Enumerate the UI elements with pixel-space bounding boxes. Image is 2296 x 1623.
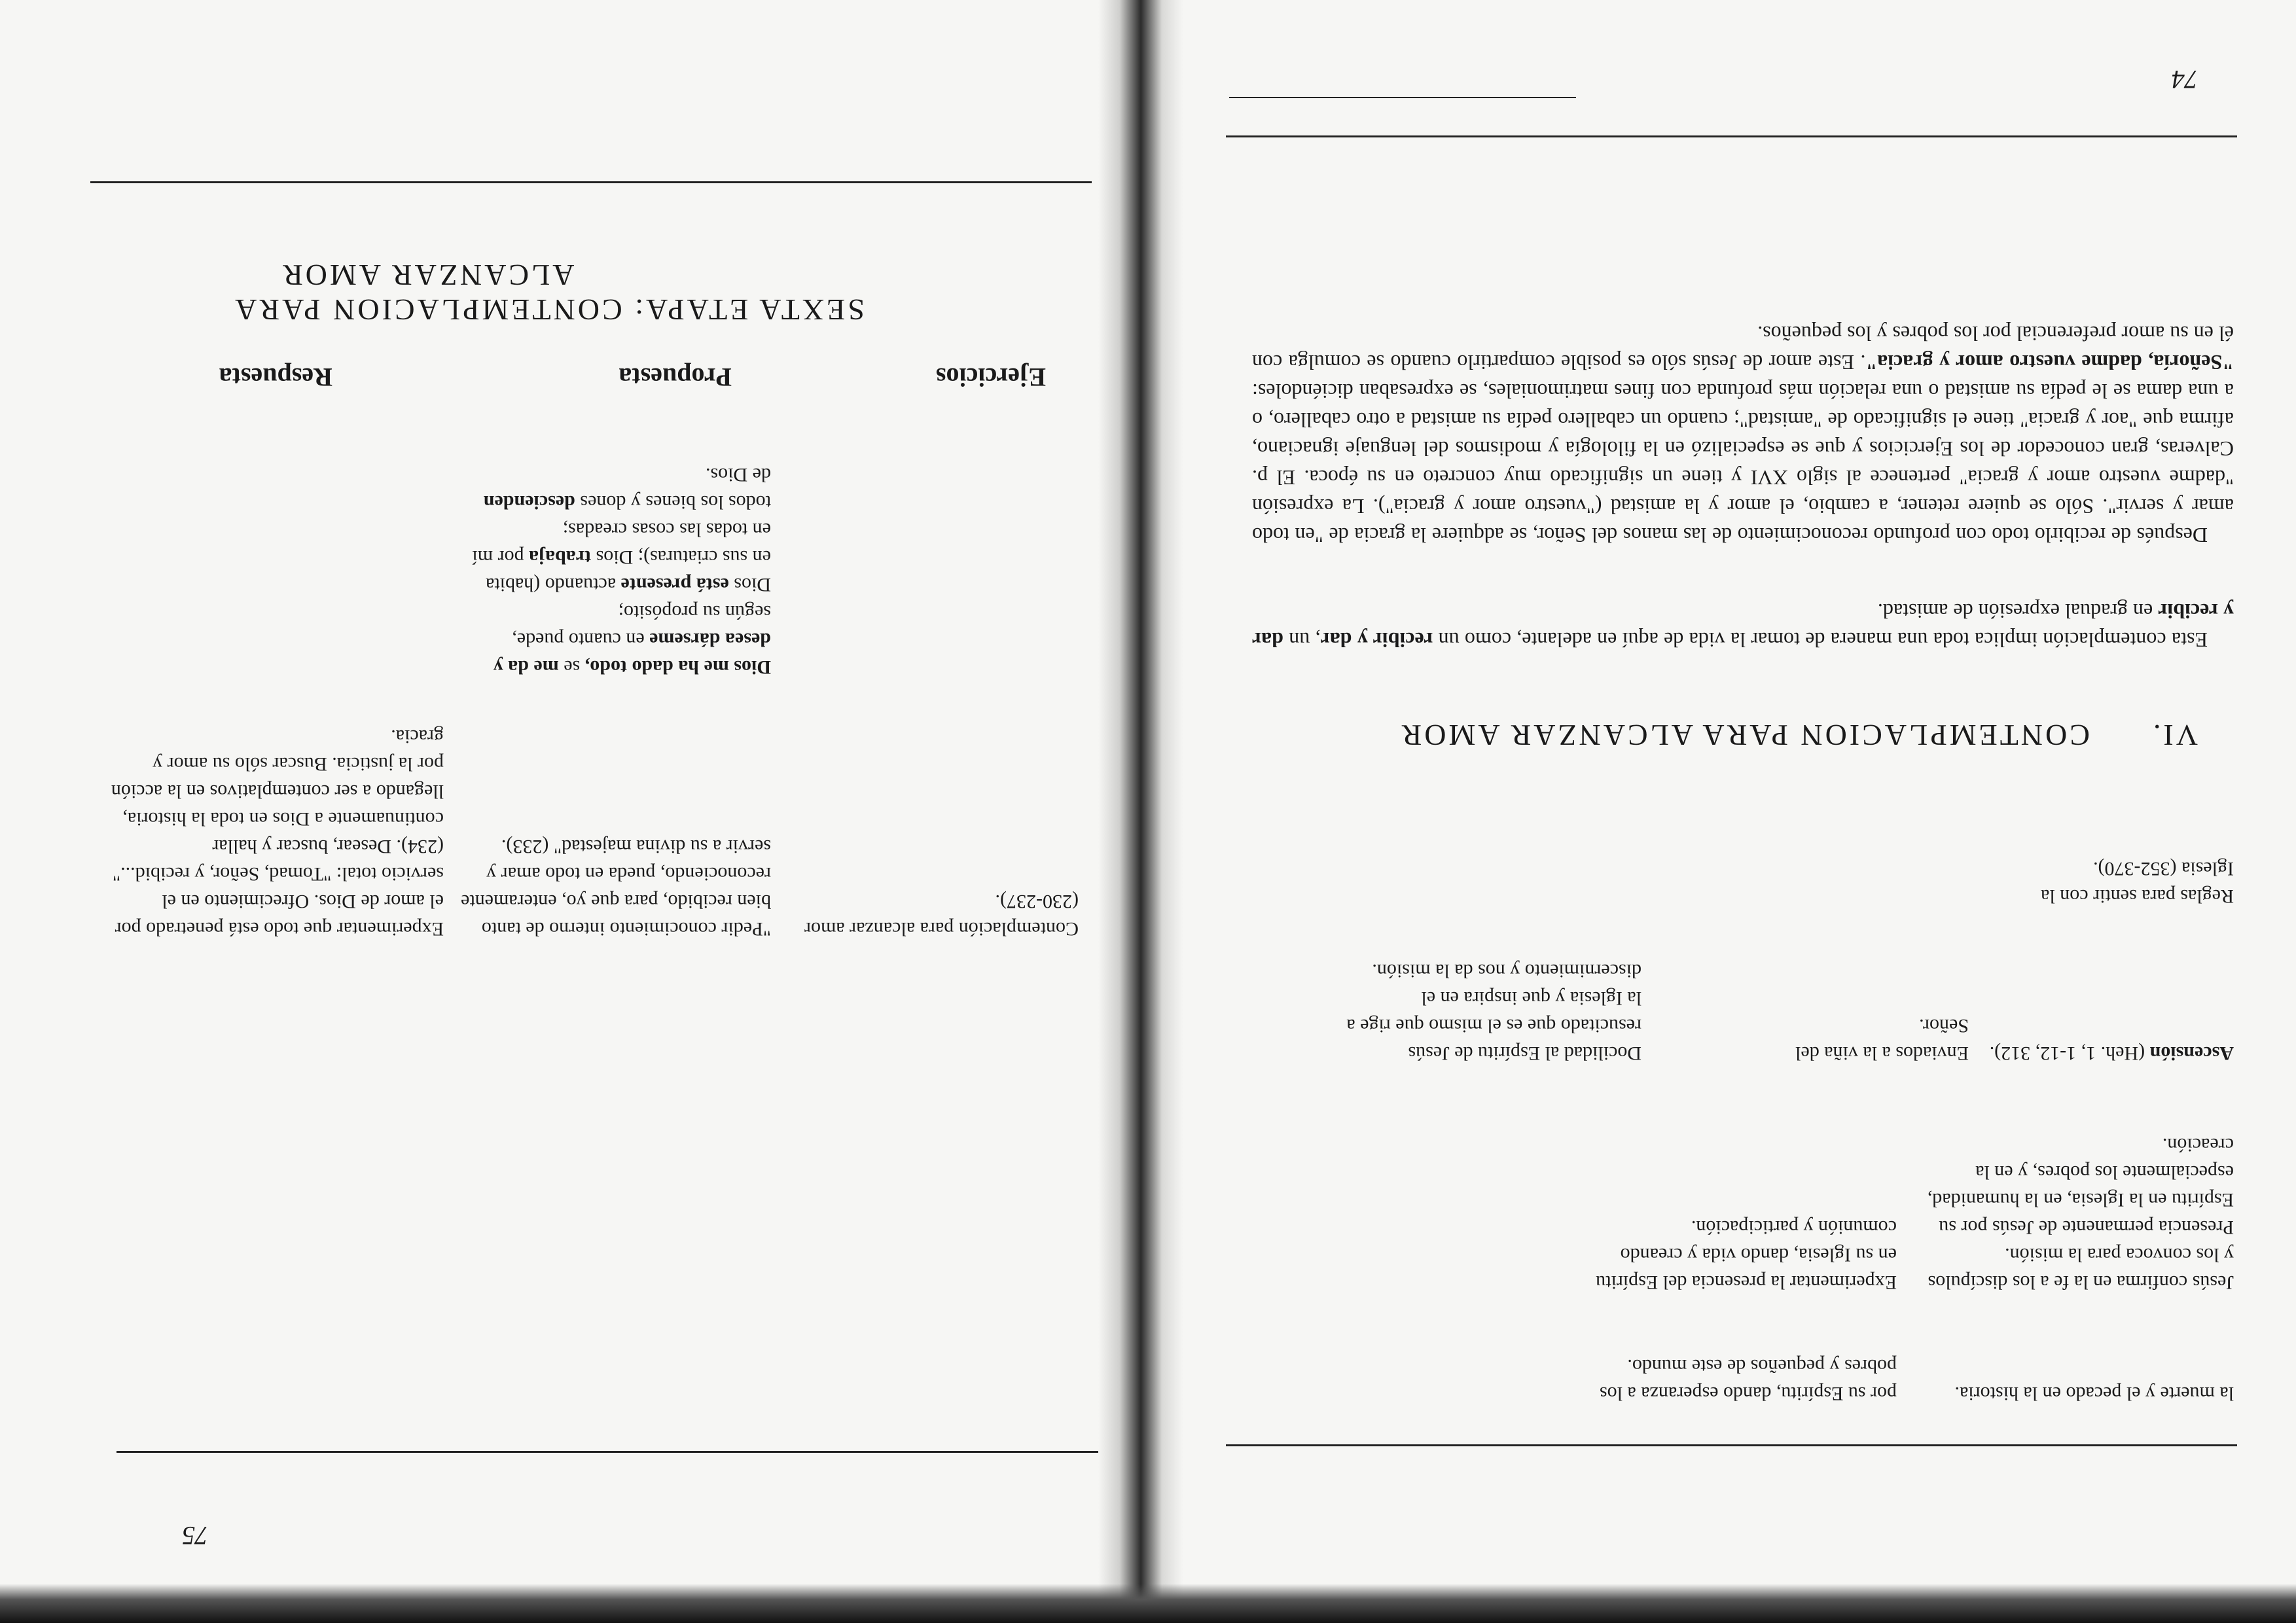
book-gutter: [1098, 0, 1183, 1623]
top-rule: [1226, 1444, 2237, 1446]
row2-col2: Experimentar la presencia del Espíritu en su Iglesia, dando vida y creando comunión y participación.: [1596, 1217, 1897, 1293]
scan-edge-shadow: [0, 1584, 2296, 1623]
prop-a: se: [558, 656, 585, 678]
prop-c: todos los bienes y dones: [575, 491, 771, 513]
para2-text-a: Después de recibirlo todo con profundo reconocimiento de las manos del Señor, se adquiere la gracia de "en todo amar y servir". Sólo se quiere retener, a cambio, el amor y la amistad ("vuestro amor y gracia"). La expresión "dadme vuestro amor y gracia" pertenece al siglo XVI y tiene un significado muy concreto en su época. El p. Calveras, gran conocedor de los Ejercicios y que se especializó en la filología y modismos del lenguaje ignaciano, afirma que "aor y gracia" tiene el significado de "amistad"; cuando un caballero pedía su amistad a otro caballero, o a una dama se le pedía su amistad o una relación más profunda con fines matrimoniales, se expresaban diciéndoles:: [1252, 380, 2234, 547]
page-75: [0, 0, 1124, 1623]
section-heading: [1282, 718, 2198, 753]
stage-title-line1: SEXTA ETAPA: CONTEMPLACION PARA: [232, 293, 865, 327]
bottom-rule-75: [117, 1451, 1124, 1453]
row1-col2: por su Espíritu, dando esperanza a los pobres y pequeños de este mundo.: [1599, 1355, 1897, 1404]
row3-col2: Docilidad al Espíritu de Jesús resucitado que es el mismo que rige a la Iglesia y que inspira en el discernimiento y nos da la misión.: [1346, 960, 1641, 1064]
top-rule-75: [90, 181, 1092, 183]
prop-b-bold: está presente: [620, 574, 729, 596]
header-respuesta: Respuesta: [219, 363, 332, 392]
row3-col0: [1985, 1039, 2234, 1067]
prop-c2: de Dios.: [706, 464, 771, 486]
prop-c-bold: descienden: [483, 491, 575, 513]
page-74: [1164, 0, 2296, 1623]
propuesta-cell: [463, 461, 771, 681]
para2-bold: "Señoría, dadme vuestro amor y gracia": [1865, 351, 2234, 374]
propuesta-line-c: [463, 461, 771, 516]
header-ejercicios: Ejercicios: [935, 363, 1046, 392]
page-number-75: 75: [182, 1521, 208, 1550]
propuesta-line-a: [463, 598, 771, 681]
stage-title: [123, 258, 974, 327]
para1-text-a: Esta contemplación implica toda una manera de tomar la vida de aquí en adelante, como un: [1433, 628, 2208, 652]
prop-a-bold2: me da y desea dárseme: [493, 629, 771, 678]
row1-col1: la muerte y el pecado en la historia.: [1954, 1383, 2234, 1404]
ascension-label: Ascensión: [2149, 1043, 2234, 1064]
row4-col0: Reglas para sentir con la Iglesia (352-370).: [2041, 858, 2234, 907]
prop-a2: en cuanto puede, según su propósito;: [512, 601, 771, 651]
row2-col1: Jesús confirma en la fe a los discípulos y los convoca para la misión. Presencia permanente de Jesús por su Espíritu en la Iglesia, en la humanidad, especialmente los pobres, y en la creación.: [1927, 1134, 2234, 1293]
prop-b2: por mí en todas las cosas creadas;: [472, 519, 771, 568]
para1-text-c: , un: [1283, 628, 1321, 652]
para1-bold-2: dar y recibir: [1251, 599, 2234, 652]
para1-text-d: en gradual expresión de amistad.: [1877, 599, 2159, 623]
para2-text-c: . Este amor de Jesús sólo es posible compartirlo cuando se comulga con él en su amor preferencial por los pobres y los pequeños.: [1251, 322, 2234, 374]
prop-a-bold: Dios me ha dado todo,: [584, 656, 771, 678]
respuesta-cell: Experimentar que todo está penetrado por el amor de Dios. Ofrecimiento en el servicio total: "Tomad, Señor, y recibid..." (234). Desear, buscar y hallar continuamente a Dios en toda la historia, llegando a ser contemplativos en la acción por la justicia. Buscar sólo su amor y gracia.: [111, 726, 444, 940]
para1-bold-1: recibir y dar: [1320, 628, 1433, 652]
ejercicios-cell: Contemplación para alcanzar amor (230-237).: [804, 891, 1079, 940]
prop-b-pre: Dios: [728, 574, 771, 596]
peticion-cell: "Pedir conocimiento interno de tanto bien recibido, para que yo, enteramente reconociendo, pueda en todo amar y servir a su divina majestad" (233).: [461, 836, 771, 940]
paragraph-1: [1252, 597, 2234, 654]
prop-b-bold2: trabaja: [529, 546, 592, 568]
section-title: CONTEMPLACION PARA ALCANZAR AMOR: [1399, 719, 2090, 752]
propuesta-line-b: [463, 516, 771, 598]
stage-title-line2: ALCANZAR AMOR: [280, 259, 575, 292]
paragraph-2: [1252, 319, 2234, 550]
page-number-74: 74: [2172, 65, 2198, 94]
bottom-rule: [1226, 135, 2237, 137]
prop-b: actuando (habita en sus criaturas); Dios: [486, 546, 771, 596]
ascension-ref: (Heh. 1, 1-12, 312).: [1989, 1043, 2145, 1064]
row3-col1: Enviados a la viña del Señor.: [1795, 1015, 1969, 1064]
header-propuesta: Propuesta: [619, 363, 732, 392]
bottom-rule-short: [1229, 97, 1576, 98]
section-number: VI.: [2150, 719, 2198, 752]
